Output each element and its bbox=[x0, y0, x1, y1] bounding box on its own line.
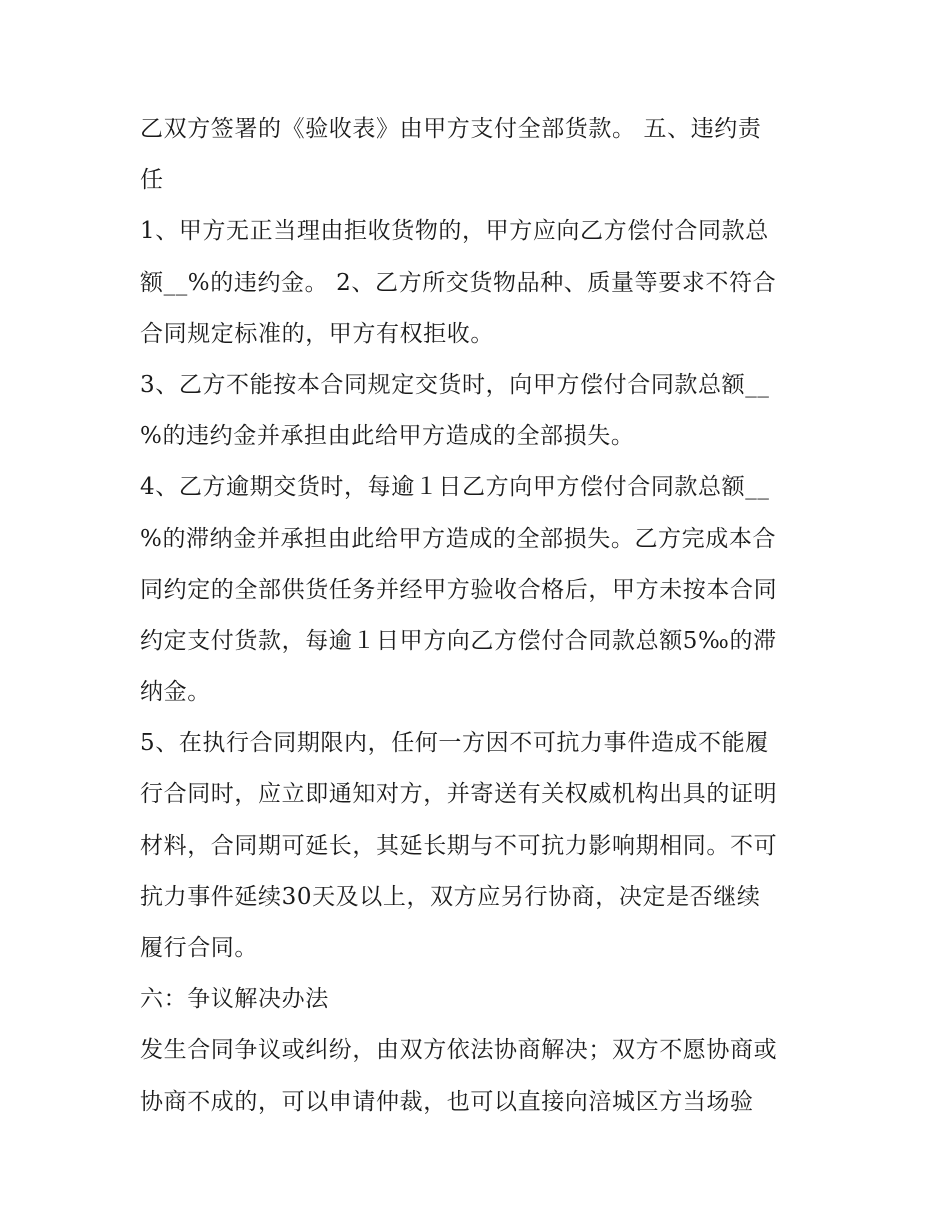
text-line: 同约定的全部供货任务并经甲方验收合格后，甲方未按本合同 bbox=[140, 576, 778, 603]
text-line: 额__%的违约金。 2、乙方所交货物品种、质量等要求不符合 bbox=[140, 269, 777, 296]
text-line: 抗力事件延续30天及以上，双方应另行协商，决定是否继续 bbox=[140, 883, 761, 910]
text-line: 纳金。 bbox=[140, 679, 211, 706]
text-line: 合同规定标准的，甲方有权拒收。 bbox=[140, 320, 494, 347]
section-heading: 六：争议解决办法 bbox=[140, 986, 329, 1013]
text-line: 3、乙方不能按本合同规定交货时，向甲方偿付合同款总额__ bbox=[140, 371, 770, 398]
text-line: 1、甲方无正当理由拒收货物的，甲方应向乙方偿付合同款总 bbox=[140, 218, 769, 245]
text-line: %的违约金并承担由此给甲方造成的全部损失。 bbox=[140, 423, 635, 450]
text-line: 任 bbox=[140, 167, 164, 194]
text-line: 4、乙方逾期交货时，每逾１日乙方向甲方偿付合同款总额__ bbox=[140, 474, 770, 501]
text-line: 发生合同争议或纠纷，由双方依法协商解决；双方不愿协商或 bbox=[140, 1037, 778, 1064]
text-line: 材料，合同期可延长，其延长期与不可抗力影响期相同。不可 bbox=[140, 832, 778, 859]
text-line: 行合同时，应立即通知对方，并寄送有关权威机构出具的证明 bbox=[140, 781, 778, 808]
text-line: 5、在执行合同期限内，任何一方因不可抗力事件造成不能履 bbox=[140, 730, 769, 757]
document-body bbox=[140, 104, 820, 1128]
text-line: %的滞纳金并承担由此给甲方造成的全部损失。乙方完成本合 bbox=[140, 525, 777, 552]
text-line: 乙双方签署的《验收表》由甲方支付全部货款。 五、违约责 bbox=[140, 116, 762, 142]
text-line: 协商不成的，可以申请仲裁，也可以直接向涪城区方当场验 bbox=[140, 1088, 754, 1115]
text-line: 履行合同。 bbox=[140, 935, 258, 961]
text-line: 约定支付货款，每逾１日甲方向乙方偿付合同款总额5‰的滞 bbox=[140, 627, 777, 654]
